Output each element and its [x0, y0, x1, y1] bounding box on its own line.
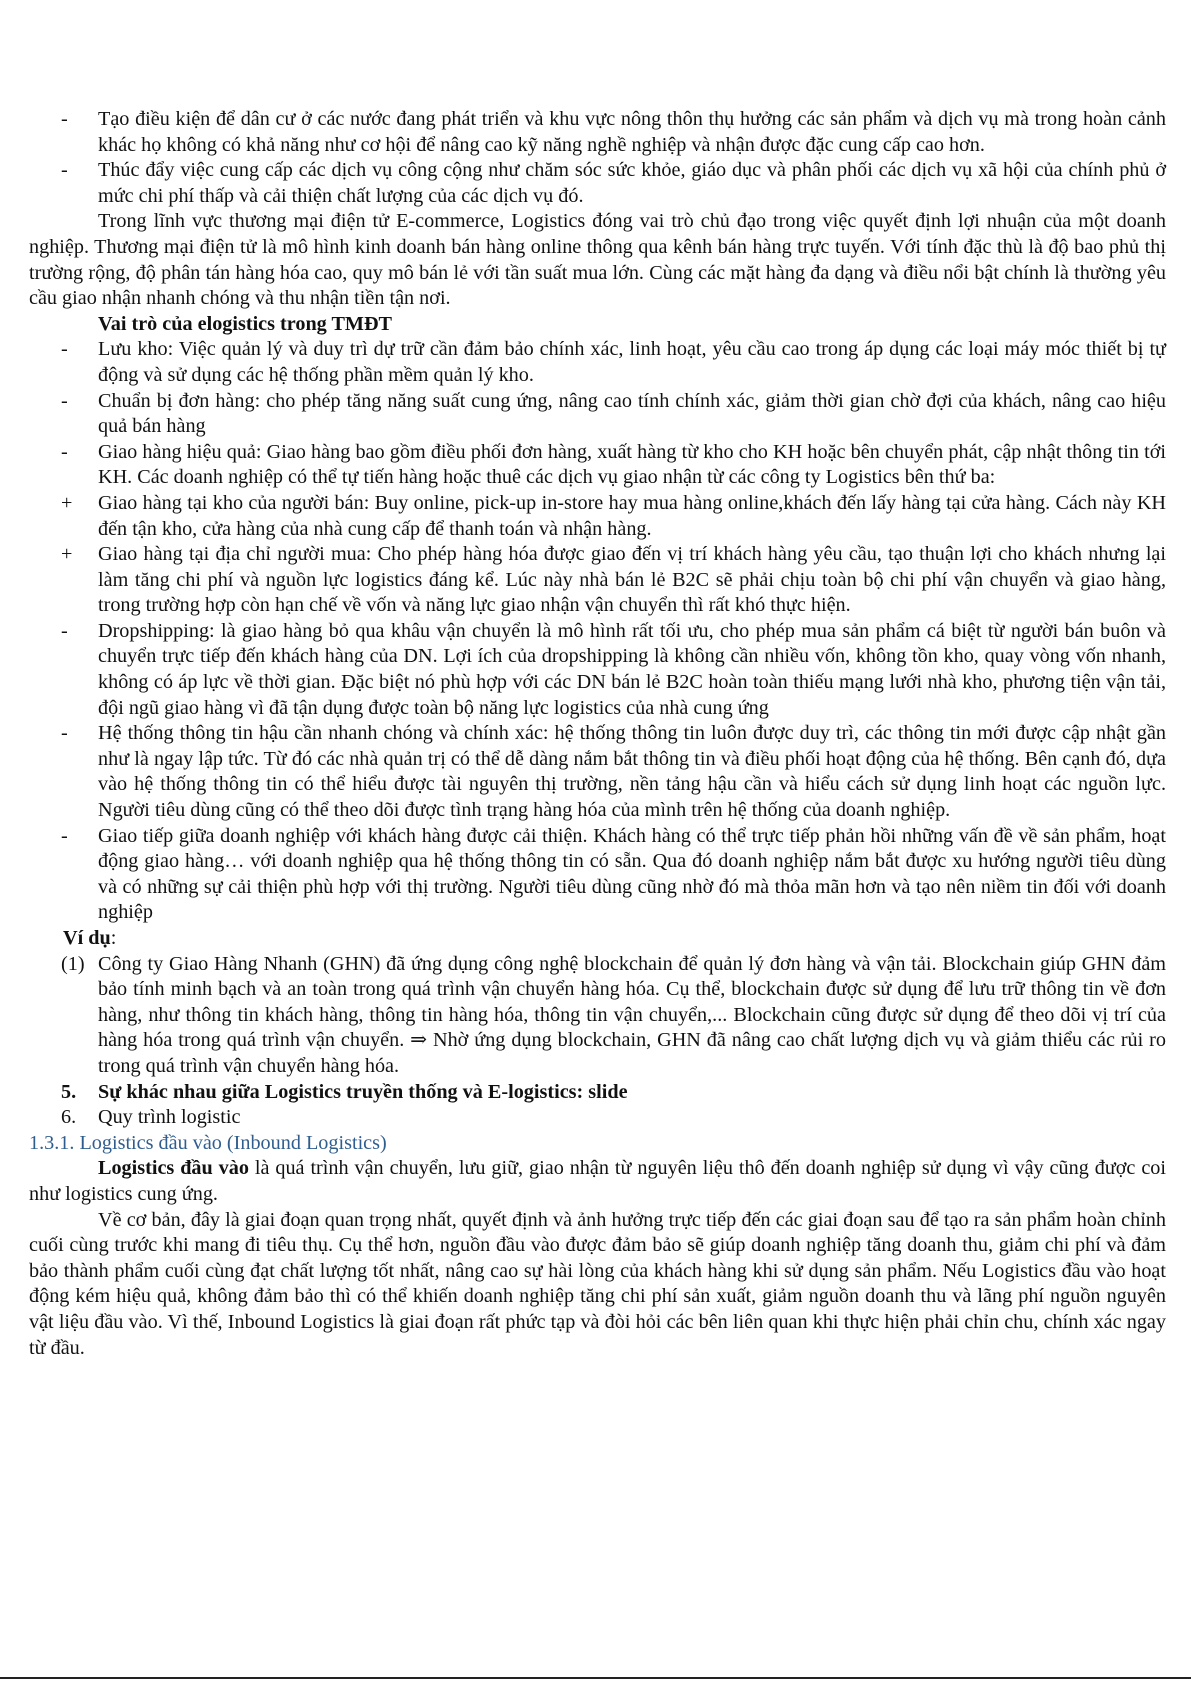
section-5 — [29, 1080, 1166, 1106]
list-item — [29, 491, 1166, 542]
list-item-text: Thúc đẩy việc cung cấp các dịch vụ công cộng như chăm sóc sức khỏe, giáo dục và phân phối các dịch vụ xã hội của chính phủ ở mức chi phí thấp và cải thiện chất lượng của các dịch vụ đó. — [98, 159, 1166, 207]
bullet-marker: - — [61, 824, 68, 847]
bullet-marker: - — [61, 619, 68, 642]
list-item-text: Hệ thống thông tin hậu cần nhanh chóng và chính xác: hệ thống thông tin luôn được duy trì, các thông tin mới được cập nhật gần như là ngay lập tức. Từ đó các nhà quản trị có thể dễ dàng nắm bắt thông tin và điều phối hoạt động của hệ thống. Bên cạnh đó, dựa vào hệ thống thông tin có thể hiểu được tài nguyên thị trường, nền tảng hậu cần và hiểu cách sử dụng linh hoạt các nguồn lực. Người tiêu dùng cũng có thể theo dõi được tình trạng hàng hóa của mình trên hệ thống của doanh nghiệp. — [98, 722, 1166, 822]
list-item-text: Tạo điều kiện để dân cư ở các nước đang phát triển và khu vực nông thôn thụ hưởng các sản phẩm và dịch vụ mà trong hoàn cảnh khác họ không có khả năng như cơ hội để nâng cao kỹ năng nghề nghiệp và nhận được đặc cung cấp cao hơn. — [98, 108, 1166, 156]
section-6-title: Quy trình logistic — [98, 1106, 241, 1129]
list-item — [29, 619, 1166, 721]
list-item — [29, 337, 1166, 388]
page-bottom-rule — [0, 1677, 1191, 1679]
list-item — [29, 721, 1166, 823]
bullet-marker: - — [61, 338, 68, 361]
list-item-text: Giao hàng tại kho của người bán: Buy online, pick-up in-store hay mua hàng online,khách đến lấy hàng tại cửa hàng. Cách này KH đến tận kho, cửa hàng của nhà cung cấp để thanh toán và nhận hàng. — [98, 491, 1166, 540]
list-item-text: Giao hàng hiệu quả: Giao hàng bao gồm điều phối đơn hàng, xuất hàng từ kho cho KH hoặc bên chuyển phát, cập nhật thông tin tới KH. Các doanh nghiệp có thể tự tiến hàng hoặc thuê các dịch vụ giao nhận từ các công ty Logistics bên thứ ba: — [98, 440, 1166, 489]
bullet-marker: - — [61, 159, 68, 182]
example-item — [29, 952, 1166, 1080]
section-6-marker: 6. — [61, 1106, 77, 1129]
list-item-text: Lưu kho: Việc quản lý và duy trì dự trữ cần đảm bảo chính xác, linh hoạt, yêu cầu cao trong áp dụng các loại máy móc thiết bị tự động và sử dụng các hệ thống phần mềm quản lý kho. — [98, 338, 1166, 386]
inbound-term: Logistics đầu vào — [98, 1157, 249, 1180]
list-item-text: Giao tiếp giữa doanh nghiệp với khách hàng được cải thiện. Khách hàng có thể trực tiếp phản hồi những vấn đề về sản phẩm, hoạt động giao hàng… với doanh nghiệp qua hệ thống thông tin có sẵn. Qua đó doanh nghiệp nắm bắt được xu hướng người tiêu dùng và có những sự cải thiện phù hợp với thị trường. Người tiêu dùng cũng nhờ đó mà thỏa mãn hơn và tạo nên niềm tin đối với doanh nghiệp — [98, 824, 1166, 924]
section-5-title: Sự khác nhau giữa Logistics truyền thống và E-logistics: slide — [98, 1080, 628, 1103]
example-label: Ví dụ — [63, 927, 111, 949]
list-item-text: Dropshipping: là giao hàng bỏ qua khâu vận chuyển là mô hình rất tối ưu, cho phép mua sản phẩm cá biệt từ người bán buôn và chuyển trực tiếp đến khách hàng của DN. Lợi ích của dropshipping là không cần nhiều vốn, không tồn kho, quay vòng vốn nhanh, không có áp lực về thời gian. Đặc biệt nó phù hợp với các DN bán lẻ B2C hoàn toàn thiếu mạng lưới nhà kho, phương tiện vận tải, đội ngũ giao hàng vì đã tận dụng được toàn bộ năng lực logistics của nhà cung ứng — [98, 619, 1166, 719]
paragraph-basic: Về cơ bản, đây là giai đoạn quan trọng nhất, quyết định và ảnh hưởng trực tiếp đến các giai đoạn sau để tạo ra sản phẩm hoàn chỉnh cuối cùng trước khi mang đi tiêu thụ. Cụ thể hơn, nguồn đầu vào được đảm bảo sẽ giúp doanh nghiệp tăng doanh thu, giảm chi phí và đảm bảo thành phẩm cuối cùng đạt chất lượng tốt nhất, nâng cao sự hài lòng của khách hàng khi sử dụng sản phẩm. Nếu Logistics đầu vào hoạt động kém hiệu quả, không đảm bảo thì có thể khiến doanh nghiệp tăng chi phí sản xuất, giảm nguồn doanh thu và lãng phí nguồn nguyên vật liệu đầu vào. Vì thế, Inbound Logistics là giai đoạn rất phức tạp và đòi hỏi các bên liên quan khi thực hiện phải chỉn chu, chính xác ngay từ đầu. — [29, 1208, 1166, 1359]
paragraph-inbound — [29, 1156, 1166, 1207]
section-6 — [29, 1105, 1166, 1131]
list-item — [29, 824, 1166, 926]
bullet-marker: - — [61, 389, 68, 412]
heading-role: Vai trò của elogistics trong TMĐT — [98, 312, 393, 335]
bullet-marker: - — [61, 440, 68, 463]
list-item — [29, 389, 1166, 440]
bullet-marker: - — [61, 108, 68, 130]
example-marker: (1) — [61, 952, 85, 975]
list-item-text: Giao hàng tại địa chỉ người mua: Cho phép hàng hóa được giao đến vị trí khách hàng yêu cầu, tạo thuận lợi cho khách nhưng lại làm tăng chi phí và nguồn lực logistics đáng kể. Lúc này nhà bán lẻ B2C sẽ phải chịu toàn bộ chi phí vận chuyển và giao hàng, trong trường hợp còn hạn chế về vốn và năng lực giao nhận vận chuyển thì rất khó thực hiện. — [98, 543, 1166, 617]
paragraph-ecommerce: Trong lĩnh vực thương mại điện tử E-commerce, Logistics đóng vai trò chủ đạo trong việc quyết định lợi nhuận của một doanh nghiệp. Thương mại điện tử là mô hình kinh doanh bán hàng online thông qua kênh bán hàng trực tuyến. Với tính đặc thù là độ bao phủ thị trường rộng, độ phân tán hàng hóa cao, quy mô bán lẻ với tần suất mua lớn. Cùng các mặt hàng đa dạng và điều nổi bật chính là thường yêu cầu giao nhận nhanh chóng và thu nhận tiền tận nơi. — [29, 210, 1166, 310]
bullet-marker: - — [61, 722, 68, 745]
section-5-marker: 5. — [61, 1080, 77, 1103]
example-title — [29, 926, 1166, 952]
list-item — [29, 107, 1166, 158]
subheading-inbound: 1.3.1. Logistics đầu vào (Inbound Logistics) — [29, 1131, 387, 1154]
list-item — [29, 542, 1166, 619]
document-page — [29, 107, 1166, 1361]
list-item — [29, 440, 1166, 491]
bullet-marker: + — [61, 543, 73, 566]
list-item — [29, 158, 1166, 209]
example-colon: : — [110, 927, 117, 949]
bullet-marker: + — [61, 491, 73, 514]
list-item-text: Chuẩn bị đơn hàng: cho phép tăng năng suất cung ứng, nâng cao tính chính xác, giảm thời gian chờ đợi của khách, nâng cao hiệu quả bán hàng — [98, 389, 1166, 438]
inbound-definition: là quá trình vận chuyển, lưu giữ, giao nhận từ nguyên liệu thô đến doanh nghiệp sử dụng vì vậy cũng được coi như logistics cung ứng. — [29, 1157, 1166, 1205]
example-text: Công ty Giao Hàng Nhanh (GHN) đã ứng dụng công nghệ blockchain để quản lý đơn hàng và vận tải. Blockchain giúp GHN đảm bảo tính minh bạch và an toàn trong quá trình vận chuyển hàng hóa. Cụ thể, blockchain được sử dụng để lưu trữ thông tin về đơn hàng, như thông tin khách hàng, thông tin hàng hóa, thông tin vận chuyển,... Blockchain cũng được sử dụng để theo dõi vị trí của hàng hóa trong quá trình vận chuyển. ⇒ Nhờ ứng dụng blockchain, GHN đã nâng cao chất lượng dịch vụ và giảm thiểu các rủi ro trong quá trình vận chuyển hàng hóa. — [98, 952, 1166, 1077]
